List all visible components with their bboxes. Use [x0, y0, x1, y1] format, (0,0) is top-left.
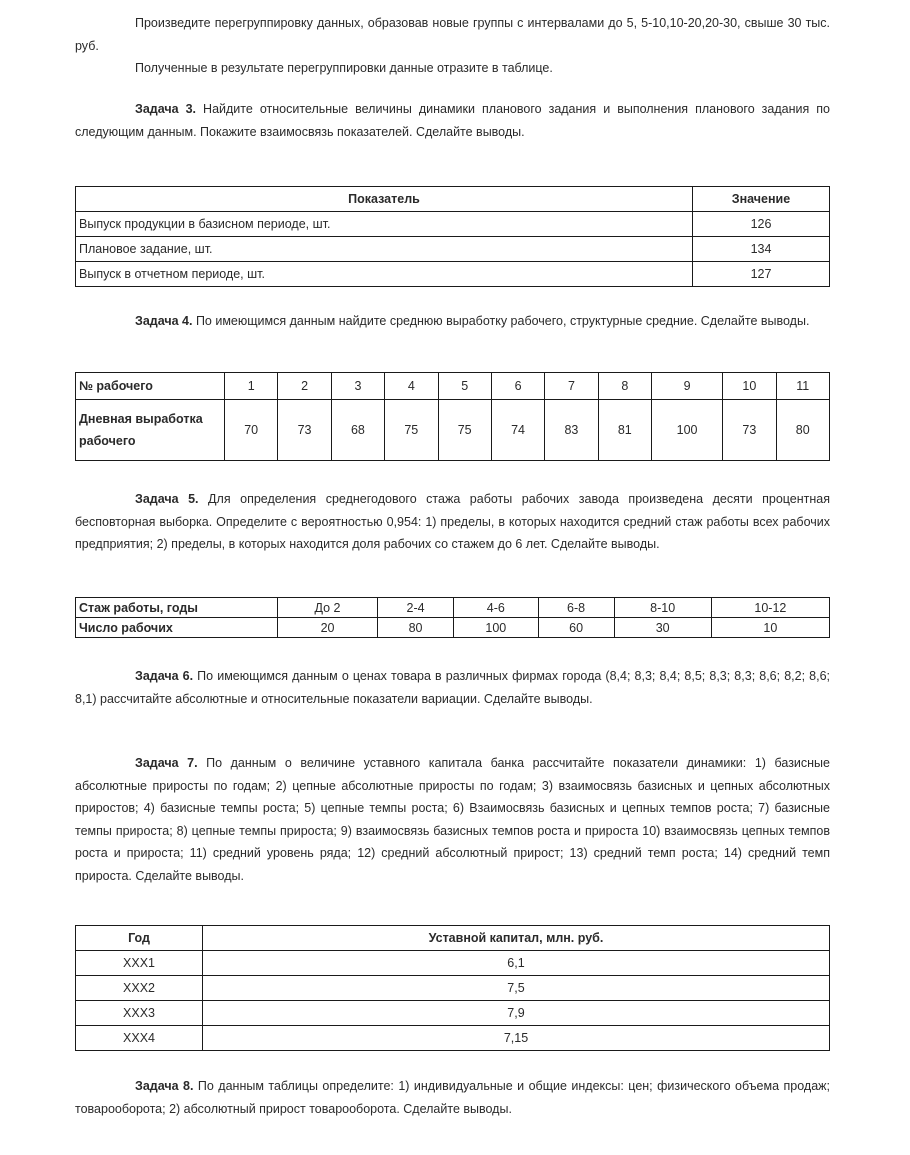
task7-table — [75, 925, 830, 1051]
cell-capital: 7,9 — [203, 1001, 830, 1026]
cell-capital: 7,5 — [203, 976, 830, 1001]
cell-worker-number: 10 — [723, 373, 776, 400]
cell-daily-output: 81 — [598, 400, 651, 461]
task5-text: Для определения среднегодового стажа работы рабочих завода произведена десяти процентная бесповторная выборка. Определите с вероятностью 0,954: 1) пределы, в которых находится средний стаж работы всех рабочих предприятия; 2) пределы, в которых находится доля рабочих со стажем до 6 лет. Сделайте выводы. — [75, 492, 831, 551]
task8-label: Задача 8. — [135, 1079, 194, 1093]
cell-experience: 4-6 — [454, 598, 538, 618]
cell-worker-number: 8 — [598, 373, 651, 400]
cell-year: XXX1 — [76, 951, 203, 976]
cell-experience: 6-8 — [538, 598, 614, 618]
cell-worker-count: 30 — [614, 618, 711, 638]
cell-daily-output: 83 — [545, 400, 598, 461]
task8-paragraph — [75, 1075, 830, 1120]
cell-worker-number: 4 — [385, 373, 438, 400]
cell-experience: 10-12 — [711, 598, 829, 618]
cell-capital: 6,1 — [203, 951, 830, 976]
cell-daily-output: 100 — [652, 400, 723, 461]
cell-daily-output: 73 — [278, 400, 331, 461]
cell-worker-number: 2 — [278, 373, 331, 400]
cell-daily-output: 75 — [385, 400, 438, 461]
cell-worker-count: 20 — [278, 618, 378, 638]
task3-label: Задача 3. — [135, 102, 197, 116]
intro-paragraph-1: Произведите перегруппировку данных, образовав новые группы с интервалами до 5, 5-10,10-20,20-30, свыше 30 тыс. руб. — [75, 16, 830, 53]
table-header-row — [76, 926, 830, 951]
cell-worker-number: 7 — [545, 373, 598, 400]
task3-text: Найдите относительные величины динамики планового задания и выполнения планового задания по следующим данным. Покажите взаимосвязь показателей. Сделайте выводы. — [75, 102, 830, 139]
table-row-experience — [76, 598, 830, 618]
table-row — [76, 976, 830, 1001]
table-row — [76, 212, 830, 237]
cell-daily-output: 70 — [225, 400, 278, 461]
column-header-value: Значение — [693, 187, 830, 212]
cell-worker-number: 5 — [438, 373, 491, 400]
cell-indicator: Плановое задание, шт. — [76, 237, 693, 262]
row-header-daily-output: Дневная выработка рабочего — [76, 400, 225, 461]
table-row-daily-output — [76, 400, 830, 461]
task5-paragraph — [75, 488, 830, 556]
cell-value: 126 — [693, 212, 830, 237]
cell-experience: До 2 — [278, 598, 378, 618]
cell-value: 134 — [693, 237, 830, 262]
cell-capital: 7,15 — [203, 1026, 830, 1051]
task5-table — [75, 597, 830, 638]
task7-paragraph — [75, 752, 830, 887]
task7-text: По данным о величине уставного капитала банка рассчитайте показатели динамики: 1) базисные абсолютные приросты по годам; 2) цепные абсолютные приросты по годам; 3) взаимосвязь базисных и цепных абсолютных приростов; 4) базисные темпы роста; 5) цепные темпы роста; 6) Взаимосвязь базисных и цепных темпов роста; 7) базисные темпы прироста; 8) цепные темпы прироста; 9) взаимосвязь базисных темпов роста и прироста 10) взаимосвязь цепных темпов роста и прироста; 11) средний уровень ряда; 12) средний абсолютный прирост; 13) средний темп роста; 14) средний темп прироста. Сделайте выводы. — [75, 756, 830, 883]
table-row-worker-count — [76, 618, 830, 638]
task7-label: Задача 7. — [135, 756, 198, 770]
cell-worker-count: 80 — [378, 618, 454, 638]
cell-worker-number: 6 — [491, 373, 544, 400]
cell-worker-number: 11 — [776, 373, 829, 400]
cell-worker-count: 10 — [711, 618, 829, 638]
cell-daily-output: 73 — [723, 400, 776, 461]
row-header-experience: Стаж работы, годы — [76, 598, 278, 618]
cell-daily-output: 74 — [491, 400, 544, 461]
cell-year: XXX4 — [76, 1026, 203, 1051]
cell-daily-output: 68 — [331, 400, 384, 461]
table-row — [76, 237, 830, 262]
task3-table — [75, 186, 830, 287]
task6-text: По имеющимся данным о ценах товара в различных фирмах города (8,4; 8,3; 8,4; 8,5; 8,3; 8,3; 8,6; 8,2; 8,6; 8,1) рассчитайте абсолютные и относительные показатели вариации. Сделайте выводы. — [75, 669, 830, 706]
task5-label: Задача 5. — [135, 492, 199, 506]
table-row — [76, 262, 830, 287]
table-row-worker-number — [76, 373, 830, 400]
column-header-year: Год — [76, 926, 203, 951]
column-header-indicator: Показатель — [76, 187, 693, 212]
row-header-worker-count: Число рабочих — [76, 618, 278, 638]
task6-paragraph — [75, 665, 830, 710]
task4-paragraph — [75, 310, 830, 333]
column-header-capital: Уставной капитал, млн. руб. — [203, 926, 830, 951]
cell-indicator: Выпуск продукции в базисном периоде, шт. — [76, 212, 693, 237]
cell-experience: 2-4 — [378, 598, 454, 618]
cell-worker-number: 3 — [331, 373, 384, 400]
cell-value: 127 — [693, 262, 830, 287]
task4-table — [75, 372, 830, 461]
cell-year: XXX3 — [76, 1001, 203, 1026]
cell-worker-number: 9 — [652, 373, 723, 400]
intro-paragraph-2: Полученные в результате перегруппировки данные отразите в таблице. — [135, 61, 553, 75]
table-row — [76, 1026, 830, 1051]
task4-label: Задача 4. — [135, 314, 193, 328]
table-header-row — [76, 187, 830, 212]
row-header-worker-number: № рабочего — [76, 373, 225, 400]
task8-text: По данным таблицы определите: 1) индивидуальные и общие индексы: цен; физического объема продаж; товарооборота; 2) абсолютный прирост товарооборота. Сделайте выводы. — [75, 1079, 830, 1116]
task6-label: Задача 6. — [135, 669, 194, 683]
task4-text: По имеющимся данным найдите среднюю выработку рабочего, структурные средние. Сделайте выводы. — [192, 314, 810, 328]
cell-daily-output: 75 — [438, 400, 491, 461]
cell-daily-output: 80 — [776, 400, 829, 461]
cell-experience: 8-10 — [614, 598, 711, 618]
cell-indicator: Выпуск в отчетном периоде, шт. — [76, 262, 693, 287]
cell-worker-count: 100 — [454, 618, 538, 638]
table-row — [76, 1001, 830, 1026]
table-row — [76, 951, 830, 976]
cell-year: XXX2 — [76, 976, 203, 1001]
cell-worker-count: 60 — [538, 618, 614, 638]
cell-worker-number: 1 — [225, 373, 278, 400]
task3-paragraph — [75, 98, 830, 143]
